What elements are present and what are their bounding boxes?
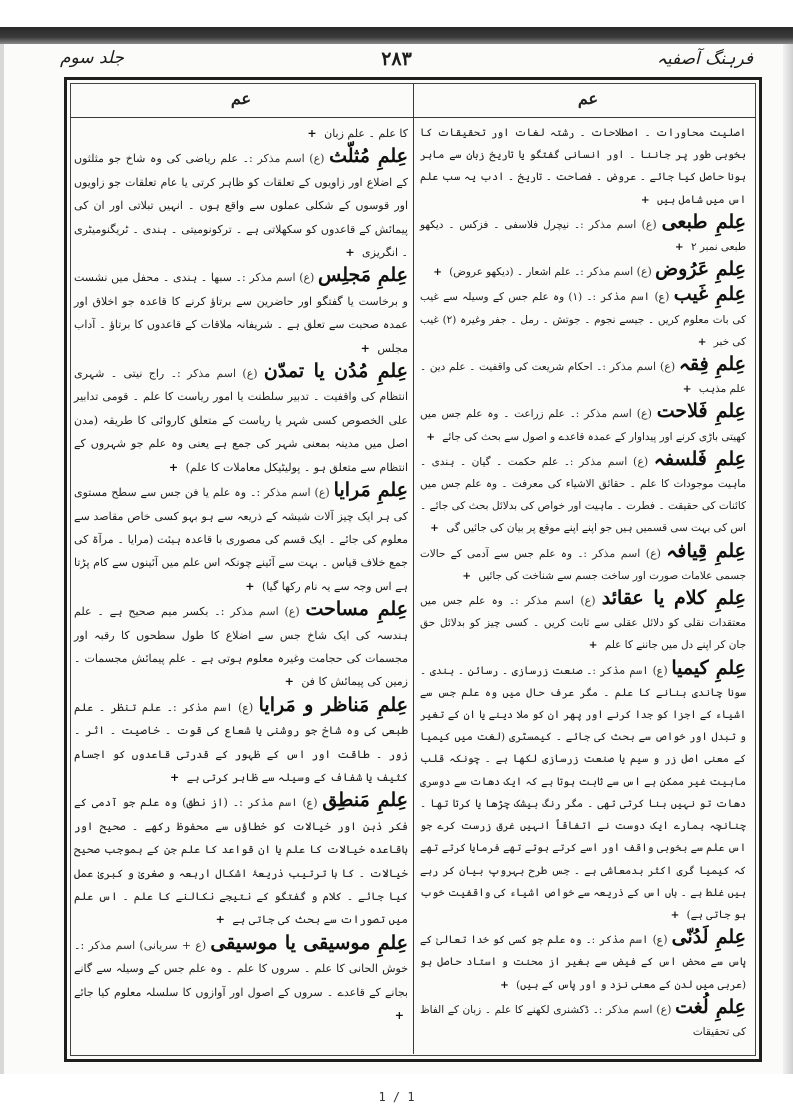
dictionary-entry [74, 264, 408, 360]
dictionary-entry [420, 540, 746, 587]
headword: عِلمِ مُثلّث [329, 145, 408, 168]
dictionary-entry [420, 258, 746, 283]
dictionary-entry [420, 448, 746, 540]
headword: عِلمِ لُغت [675, 995, 746, 1018]
definition: :۔ ڈکشنری لکھنے کا علم ۔ زبان کے الفاظ کی تحقیقات [420, 1003, 746, 1038]
headword: عِلمِ مساحت [305, 598, 409, 621]
dictionary-entry [74, 694, 408, 790]
running-head-page-number: ۲۸۳ [381, 48, 412, 70]
headword: عِلمِ فِقہ [678, 353, 746, 376]
grammar-note: (ع) اسم مذکر [187, 367, 258, 381]
definition: :۔ صنعت زرسازی ۔ رسائن ۔ ہندی ۔ سونا چاندی بنانے کا علم ۔ مگر عرف حال میں وہ علم جس سے اشیاء کے اجزا کو جدا کرنے اور پھر ان کو ملا دینے یا ان کے تغیر و تبدل اور خواص سے بحث کی جائے ۔ کیمسٹری (لغت میں کیمیا کے معنی اصل زر و سیم یا صنعت زرسازی لکھا ہے ۔ چونکہ قلب ماہیت غیر ممکن ہے اس سے ثابت ہوتا ہے کہ ایک دھات سے دوسری دھات تو نہیں بنا کرتی تھی ۔ مگر رنگ بیشک چڑھا یا کرتا تھا ۔ چنانچہ ہمارے ایک دوست نے اتفاقاً انہیں غرق زرست کرے جو اس علم سے بخوبی واقف اور اسے کرتے ہوتے تھے فرمایا کرتے تھے کہ کیمیا گری اکثر بدمعاشی ہے ۔ جس طرح بہروپ بیان کر رہے ہیں غلط ہے ۔ ہاں اس کے ذریعہ سے خواص اشیاء کی واقفیت خوب ہو جاتی ہے) [420, 664, 746, 921]
entry-end-marker: + [245, 579, 255, 593]
dictionary-entry [420, 211, 746, 258]
definition: :۔ (۱) وہ علم جس کے وسیلہ سے غیب کی بات معلوم کریں ۔ جیسے نجوم ۔ جوتش ۔ رمل ۔ جفر وغیرہ (۲) غیب کی خبر [420, 291, 746, 348]
grammar-note: (ع) اسم مذکر [264, 486, 330, 500]
entry-end-marker: + [345, 246, 355, 260]
continuation-text [74, 122, 408, 145]
entry-end-marker: + [433, 266, 442, 279]
grammar-note: (ع) اسم مذکر [609, 360, 676, 374]
dictionary-entry [420, 926, 746, 996]
definition: :۔ وہ علم یا فن جس سے سطح مستوی کی ہر ایک چیز آلات شیشہ کے ذریعہ سے ہو بہو کسی خاص مقاصد سے معلوم کی جائے ۔ ایک قسم کی مصوری با قاعدہ ہیئت (مرایا ۔ مرآۃ کی جمع خلاف قیاس ۔ بہت سے آئینے چونکہ اس علم میں آئینوں سے کام پڑتا ہے اس وجہ سے یہ نام رکھا گیا) [74, 486, 408, 593]
headword: عِلمِ لَدُنّی [671, 926, 747, 949]
headword: عِلمِ مُدُن یا تمدّن [263, 360, 409, 383]
grammar-note: (ع) اسم مذکر [605, 1002, 672, 1016]
headword: عِلمِ عَرُوض [655, 258, 746, 281]
grammar-note: (ع) اسم مذکر [182, 700, 254, 714]
entry-end-marker: + [500, 978, 509, 991]
grammar-note: (ع) اسم مذکر [599, 663, 668, 677]
headword: عِلمِ موسیقی یا موسیقی [210, 931, 408, 954]
entry-end-marker: + [462, 569, 472, 582]
grammar-note: (ع) اسم مذکر [578, 454, 649, 468]
headword: عِلمِ مَرایا [333, 479, 409, 502]
definition: :۔ وہ علم جس میں معتقدات نقلی کو دلائل عقلی سے ثابت کریں ۔ کسی چیز کو بدلائل حق جان کر اپنے دل میں جاننے کا علم [420, 595, 746, 652]
dictionary-entry [420, 657, 746, 926]
entry-end-marker: + [360, 341, 370, 355]
dictionary-entry [74, 145, 408, 264]
headword: عِلمِ مَنطِق [322, 789, 409, 812]
grammar-note: (ع) اسم مذکر [230, 605, 300, 619]
grammar-note: (ع) اسم مذکر [249, 271, 315, 285]
headword: عِلمِ فَلاحت [656, 400, 746, 423]
dictionary-entry [420, 283, 746, 353]
entry-end-marker: + [430, 522, 439, 535]
headword: عِلمِ مَجلِس [318, 264, 408, 287]
entry-end-marker: + [394, 1009, 404, 1023]
dictionary-entry [420, 353, 746, 400]
dictionary-entry [74, 932, 408, 1028]
definition: :۔ خوش الحانی کا علم ۔ سروں کا علم ۔ وہ علم جس کے وسیلہ سے گانے بجانے کے قاعدے ۔ سروں کے اصول اور آوازوں کا سلسلہ معلوم کیا جائے [74, 938, 408, 999]
continuation-body: اصلیت محاورات ۔ اصطلاحات ۔ رشتہ لغات اور تحقیقات کا بخوبی طور پر جاننا ۔ اور انسانی گفتگو یا تاریخ زبان سے ماہر ہونا حاصل کیا جائے ۔ عروض ۔ فصاحت ۔ تاریخ ۔ ادب یہ سب علم اس میں شامل ہیں [420, 127, 746, 206]
definition: :۔ علم اشعار ۔ (دیکھو عروض) [449, 266, 584, 279]
right-column [420, 122, 746, 1043]
page-left-edge [0, 44, 4, 1074]
entry-end-marker: + [588, 639, 598, 652]
grammar-note: (ع) اسم مذکر [584, 407, 652, 421]
headword: عِلمِ غَیب [673, 283, 747, 306]
grammar-note: (ع) اسم مذکر [592, 546, 661, 560]
entry-end-marker: + [697, 335, 707, 348]
grammar-note: (ع) اسم مذکر [600, 290, 670, 304]
dictionary-entry [74, 479, 408, 598]
entry-end-marker: + [670, 908, 680, 921]
grammar-note: (ع) اسم مذکر [587, 265, 652, 279]
entry-end-marker: + [640, 193, 650, 206]
dictionary-entry [74, 360, 408, 479]
right-column-header: عم [577, 89, 599, 108]
headword: عِلمِ کیمیا [671, 656, 746, 679]
left-column [74, 122, 408, 1027]
grammar-note: (ع) اسم مذکر [588, 217, 657, 231]
definition: :۔ (از نطق) وہ علم جو آدمی کے فکر ذہن اور خیالات کو خطاؤں سے محفوظ رکھے ۔ صحیح اور باقاعدہ خیالات کا علم یا ان قواعد کا علم جن کے بموجب صحیح خیالات ۔ کا با ترتیب ذریعۂ اشکال اربعہ و صغریٰ و کبریٰ عمل کیا جائے ۔ کلام و گفتگو کے نتیجے نکالنے کا علم ۔ اس علم میں تصورات سے بحث کی جاتی ہے [74, 796, 408, 927]
definition: :۔ راج نیتی ۔ شہری انتظام کی واقفیت ۔ تدبیر سلطنت یا امور ریاست کا علم ۔ قومی تدابیر علی الخصوص کسی شہر یا ریاست کے متعلق کاروائی کا طریقہ (مدن اصل میں مدینہ بمعنی شہر کی جمع ہے یعنی وہ علم جو شہروں کے انتظام سے متعلق ہو ۔ پولیٹیکل معاملات کا علم) [74, 367, 408, 474]
entry-end-marker: + [284, 675, 294, 689]
definition: :۔ سبھا ۔ ہندی ۔ محفل میں نشست و برخاست یا گفتگو اور حاضرین سے برتاؤ کرنے کا قاعدہ جو اخلاق اور عمدہ صحبت سے تعلق ہے ۔ شریفانہ ملاقات کے قاعدوں کا برتاؤ ۔ آداب مجلس [74, 271, 408, 355]
grammar-note: (ع) اسم مذکر [599, 933, 668, 947]
definition: :۔ وہ علم جو کسی کو خدا تعالیٰ کے پاس سے محض اس کے فیض سے بغیر از محنت و استاد حاصل ہو (عربی میں لدن کے معنی نزد و اور پاس کے ہیں) [420, 934, 746, 991]
grammar-note: (ع) اسم مذکر [257, 152, 325, 166]
headword: عِلمِ طبعی [661, 210, 746, 233]
headword: عِلمِ فَلسفہ [653, 447, 746, 470]
entry-end-marker: + [215, 913, 225, 927]
definition: :۔ احکام شریعت کی واقفیت ۔ علم دین ۔ علم مذہب [420, 361, 746, 396]
entry-end-marker: + [674, 241, 684, 254]
dictionary-entry [420, 400, 746, 447]
definition: :۔ علم حکمت ۔ گیان ۔ ہندی ۔ ماہیت موجودات کا علم ۔ حقائق الاشیاء کی معرفت ۔ وہ علم جس میں کائنات کی حقیقت ۔ فطرت ۔ ماہیت اور خواص کی بدلائل بحث کی جائے ۔ اس کی بہت سی قسمیں ہیں جو اپنے اپنے موقع پر بیان کی جائیں گی [420, 455, 746, 535]
dictionary-entry [420, 996, 746, 1043]
definition: :۔ وہ علم جس سے آدمی کے حالات جسمی علامات صورت اور ساخت جسم سے شناخت کی جائیں [420, 547, 746, 582]
entry-end-marker: + [169, 770, 180, 784]
grammar-note: (ع) اسم مذکر [247, 796, 318, 810]
viewer-toolbar-area [0, 0, 793, 27]
continuation-body: کا علم ۔ علم زبان [324, 127, 408, 140]
column-divider [413, 84, 414, 1054]
entry-end-marker: + [168, 460, 179, 474]
grammar-note: (ع + سریانی) اسم مذکر [88, 938, 207, 952]
grammar-note: (ع) اسم مذکر [524, 594, 596, 608]
entry-end-marker: + [426, 430, 435, 443]
dictionary-entry [74, 598, 408, 694]
definition: :۔ نیچرل فلاسفی ۔ فزکس ۔ دیکھو طبعی نمبر ۲ [420, 218, 746, 254]
dictionary-entry [74, 789, 408, 931]
running-head-volume: جلد سوم [60, 48, 125, 68]
headword: عِلمِ قِیافہ [666, 539, 746, 562]
headword: عِلمِ مَناظر و مَرایا [258, 693, 409, 716]
page-binding-shadow [783, 44, 793, 1074]
headword: عِلمِ کلام یا عقائد [601, 587, 746, 610]
column-header-rule [70, 117, 756, 118]
scan-dark-edge [0, 27, 793, 44]
definition: :۔ علم زراعت ۔ وہ علم جس میں کھیتی باڑی کرنے اور پیداوار کے عمدہ قاعدے و اصول سے بحث کی جائے [420, 408, 746, 443]
continuation-text [420, 122, 746, 211]
entry-end-marker: + [307, 127, 317, 140]
definition: :۔ علم تنظر ۔ علم طبعی کی وہ شاخ جو روشنی یا شعاع کی قوت ۔ خاصیت ۔ اثر ۔ زور ۔ طاقت اور اس کے ظہور کے قدرتی قاعدوں کو اجسام کثیف یا شفاف کے وسیلہ سے ظاہر کرتی ہے [74, 700, 408, 784]
definition: :۔ علم ریاضی کی وہ شاخ جو مثلثوں کے اضلاع اور زاویوں کے تعلقات کو ظاہر کرتی یا عام تعلقات جو زاویوں اور قوسوں کے شکلی عملوں سے واقع ہوں ۔ انہیں تبلاتی اور ان کی پیمائش کے قاعدوں کو سکھلاتی ہے ۔ ترکونومیتی ۔ ہندی ۔ ٹریگنومیٹری ۔ انگریزی [74, 152, 408, 260]
dictionary-entry [420, 587, 746, 657]
running-head-book-title: فرہنگ آصفیہ [656, 49, 753, 69]
page-indicator: 1 / 1 [378, 1090, 415, 1104]
entry-end-marker: + [682, 383, 692, 396]
definition: :۔ بکسر میم صحیح ہے ۔ علم ہندسہ کی ایک شاخ جس سے اضلاع کا طول سطحوں کا رقبہ اور مجسمات کی حجامت وغیرہ معلوم ہوتی ہے ۔ علم پیمائش مجسمات ۔ زمین کی پیمائش کا فن [74, 605, 408, 689]
left-column-header: عم [230, 89, 252, 108]
